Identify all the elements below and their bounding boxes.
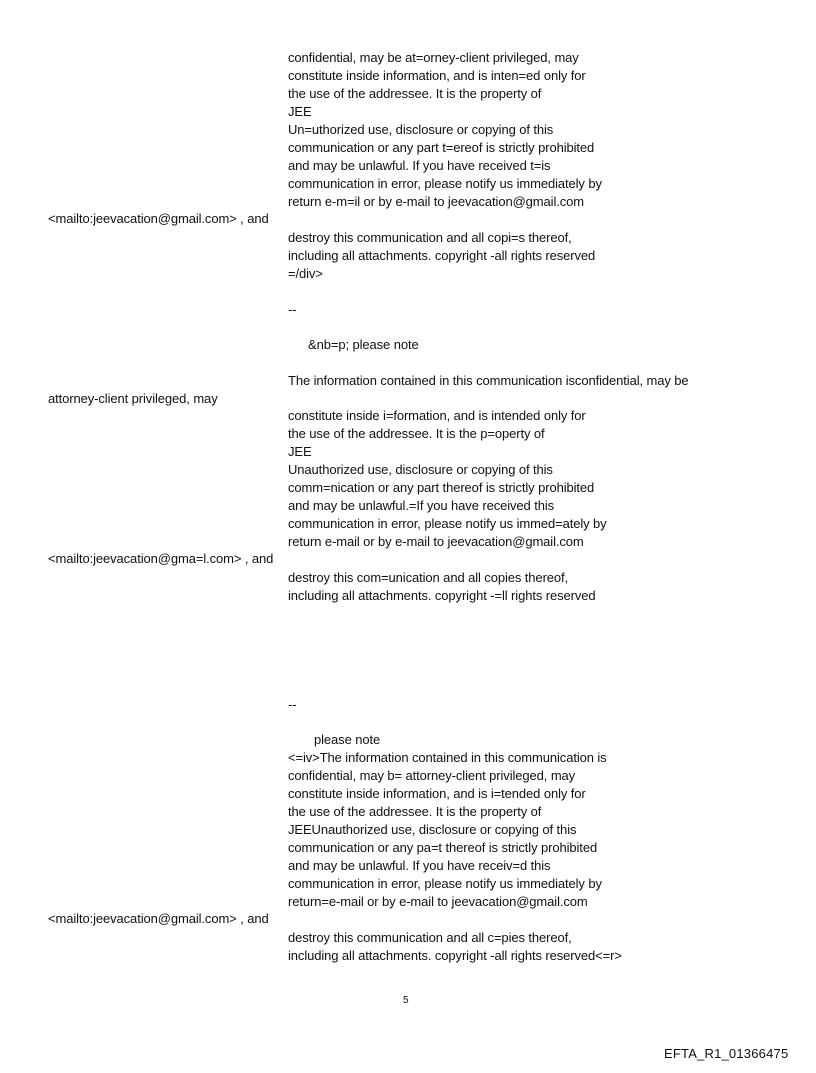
body-text-line: return=e-mail or by e-mail to jeevacation@gmail.com bbox=[288, 894, 588, 909]
mailto-line: <mailto:jeevacation@gmail.com> , and bbox=[48, 911, 269, 926]
body-text-line: confidential, may be at=orney-client privileged, may bbox=[288, 50, 579, 65]
body-text-line: destroy this communication and all copi=s thereof, bbox=[288, 230, 572, 245]
mailto-line: <mailto:jeevacation@gma=l.com> , and bbox=[48, 551, 274, 566]
body-text-line: and may be unlawful. If you have received t=is bbox=[288, 158, 551, 173]
body-text-line: the use of the addressee. It is the property of bbox=[288, 86, 542, 101]
mailto-line: <mailto:jeevacation@gmail.com> , and bbox=[48, 211, 269, 226]
body-text-line: communication in error, please notify us immed=ately by bbox=[288, 516, 607, 531]
wrapped-text-line: attorney-client privileged, may bbox=[48, 391, 218, 406]
please-note-heading: &nb=p; please note bbox=[308, 337, 419, 352]
please-note-heading: please note bbox=[314, 732, 381, 747]
body-text-line: JEE bbox=[288, 444, 312, 459]
body-text-line: <=iv>The information contained in this communication is bbox=[288, 750, 607, 765]
body-text-line: destroy this communication and all c=pies thereof, bbox=[288, 930, 572, 945]
body-text-line: Un=uthorized use, disclosure or copying of this bbox=[288, 122, 554, 137]
body-text-line: and may be unlawful.=If you have received this bbox=[288, 498, 555, 513]
body-text-line: constitute inside i=formation, and is intended only for bbox=[288, 408, 586, 423]
body-text-line: and may be unlawful. If you have receiv=d this bbox=[288, 858, 551, 873]
body-text-line: including all attachments. copyright -all rights reserved bbox=[288, 248, 596, 263]
body-text-line: JEEUnauthorized use, disclosure or copying of this bbox=[288, 822, 577, 837]
body-text-line: confidential, may b= attorney-client privileged, may bbox=[288, 768, 576, 783]
body-text-line: communication or any pa=t thereof is strictly prohibited bbox=[288, 840, 598, 855]
bates-number: EFTA_R1_01366475 bbox=[664, 1046, 789, 1061]
body-text-line: the use of the addressee. It is the property of bbox=[288, 804, 542, 819]
body-text-line: communication in error, please notify us immediately by bbox=[288, 876, 602, 891]
body-text-line: including all attachments. copyright -=ll rights reserved bbox=[288, 588, 596, 603]
body-text-line: communication in error, please notify us immediately by bbox=[288, 176, 602, 191]
body-text-line: including all attachments. copyright -all rights reserved<=r> bbox=[288, 948, 622, 963]
body-text-line: =/div> bbox=[288, 266, 323, 281]
body-text-line: constitute inside information, and is inten=ed only for bbox=[288, 68, 586, 83]
page-number: 5 bbox=[403, 995, 409, 1006]
body-text-line: communication or any part t=ereof is strictly prohibited bbox=[288, 140, 595, 155]
separator: -- bbox=[288, 302, 297, 317]
body-text-line: comm=nication or any part thereof is strictly prohibited bbox=[288, 480, 595, 495]
body-text-line: constitute inside information, and is i=tended only for bbox=[288, 786, 586, 801]
body-text-line: Unauthorized use, disclosure or copying of this bbox=[288, 462, 553, 477]
separator: -- bbox=[288, 697, 297, 712]
body-text-line: return e-m=il or by e-mail to jeevacation@gmail.com bbox=[288, 194, 585, 209]
body-text-line: the use of the addressee. It is the p=operty of bbox=[288, 426, 545, 441]
body-text-line: return e-mail or by e-mail to jeevacation@gmail.com bbox=[288, 534, 584, 549]
body-text-line: destroy this com=unication and all copies thereof, bbox=[288, 570, 569, 585]
body-text-line: The information contained in this communication isconfidential, may be bbox=[288, 373, 689, 388]
body-text-line: JEE bbox=[288, 104, 312, 119]
